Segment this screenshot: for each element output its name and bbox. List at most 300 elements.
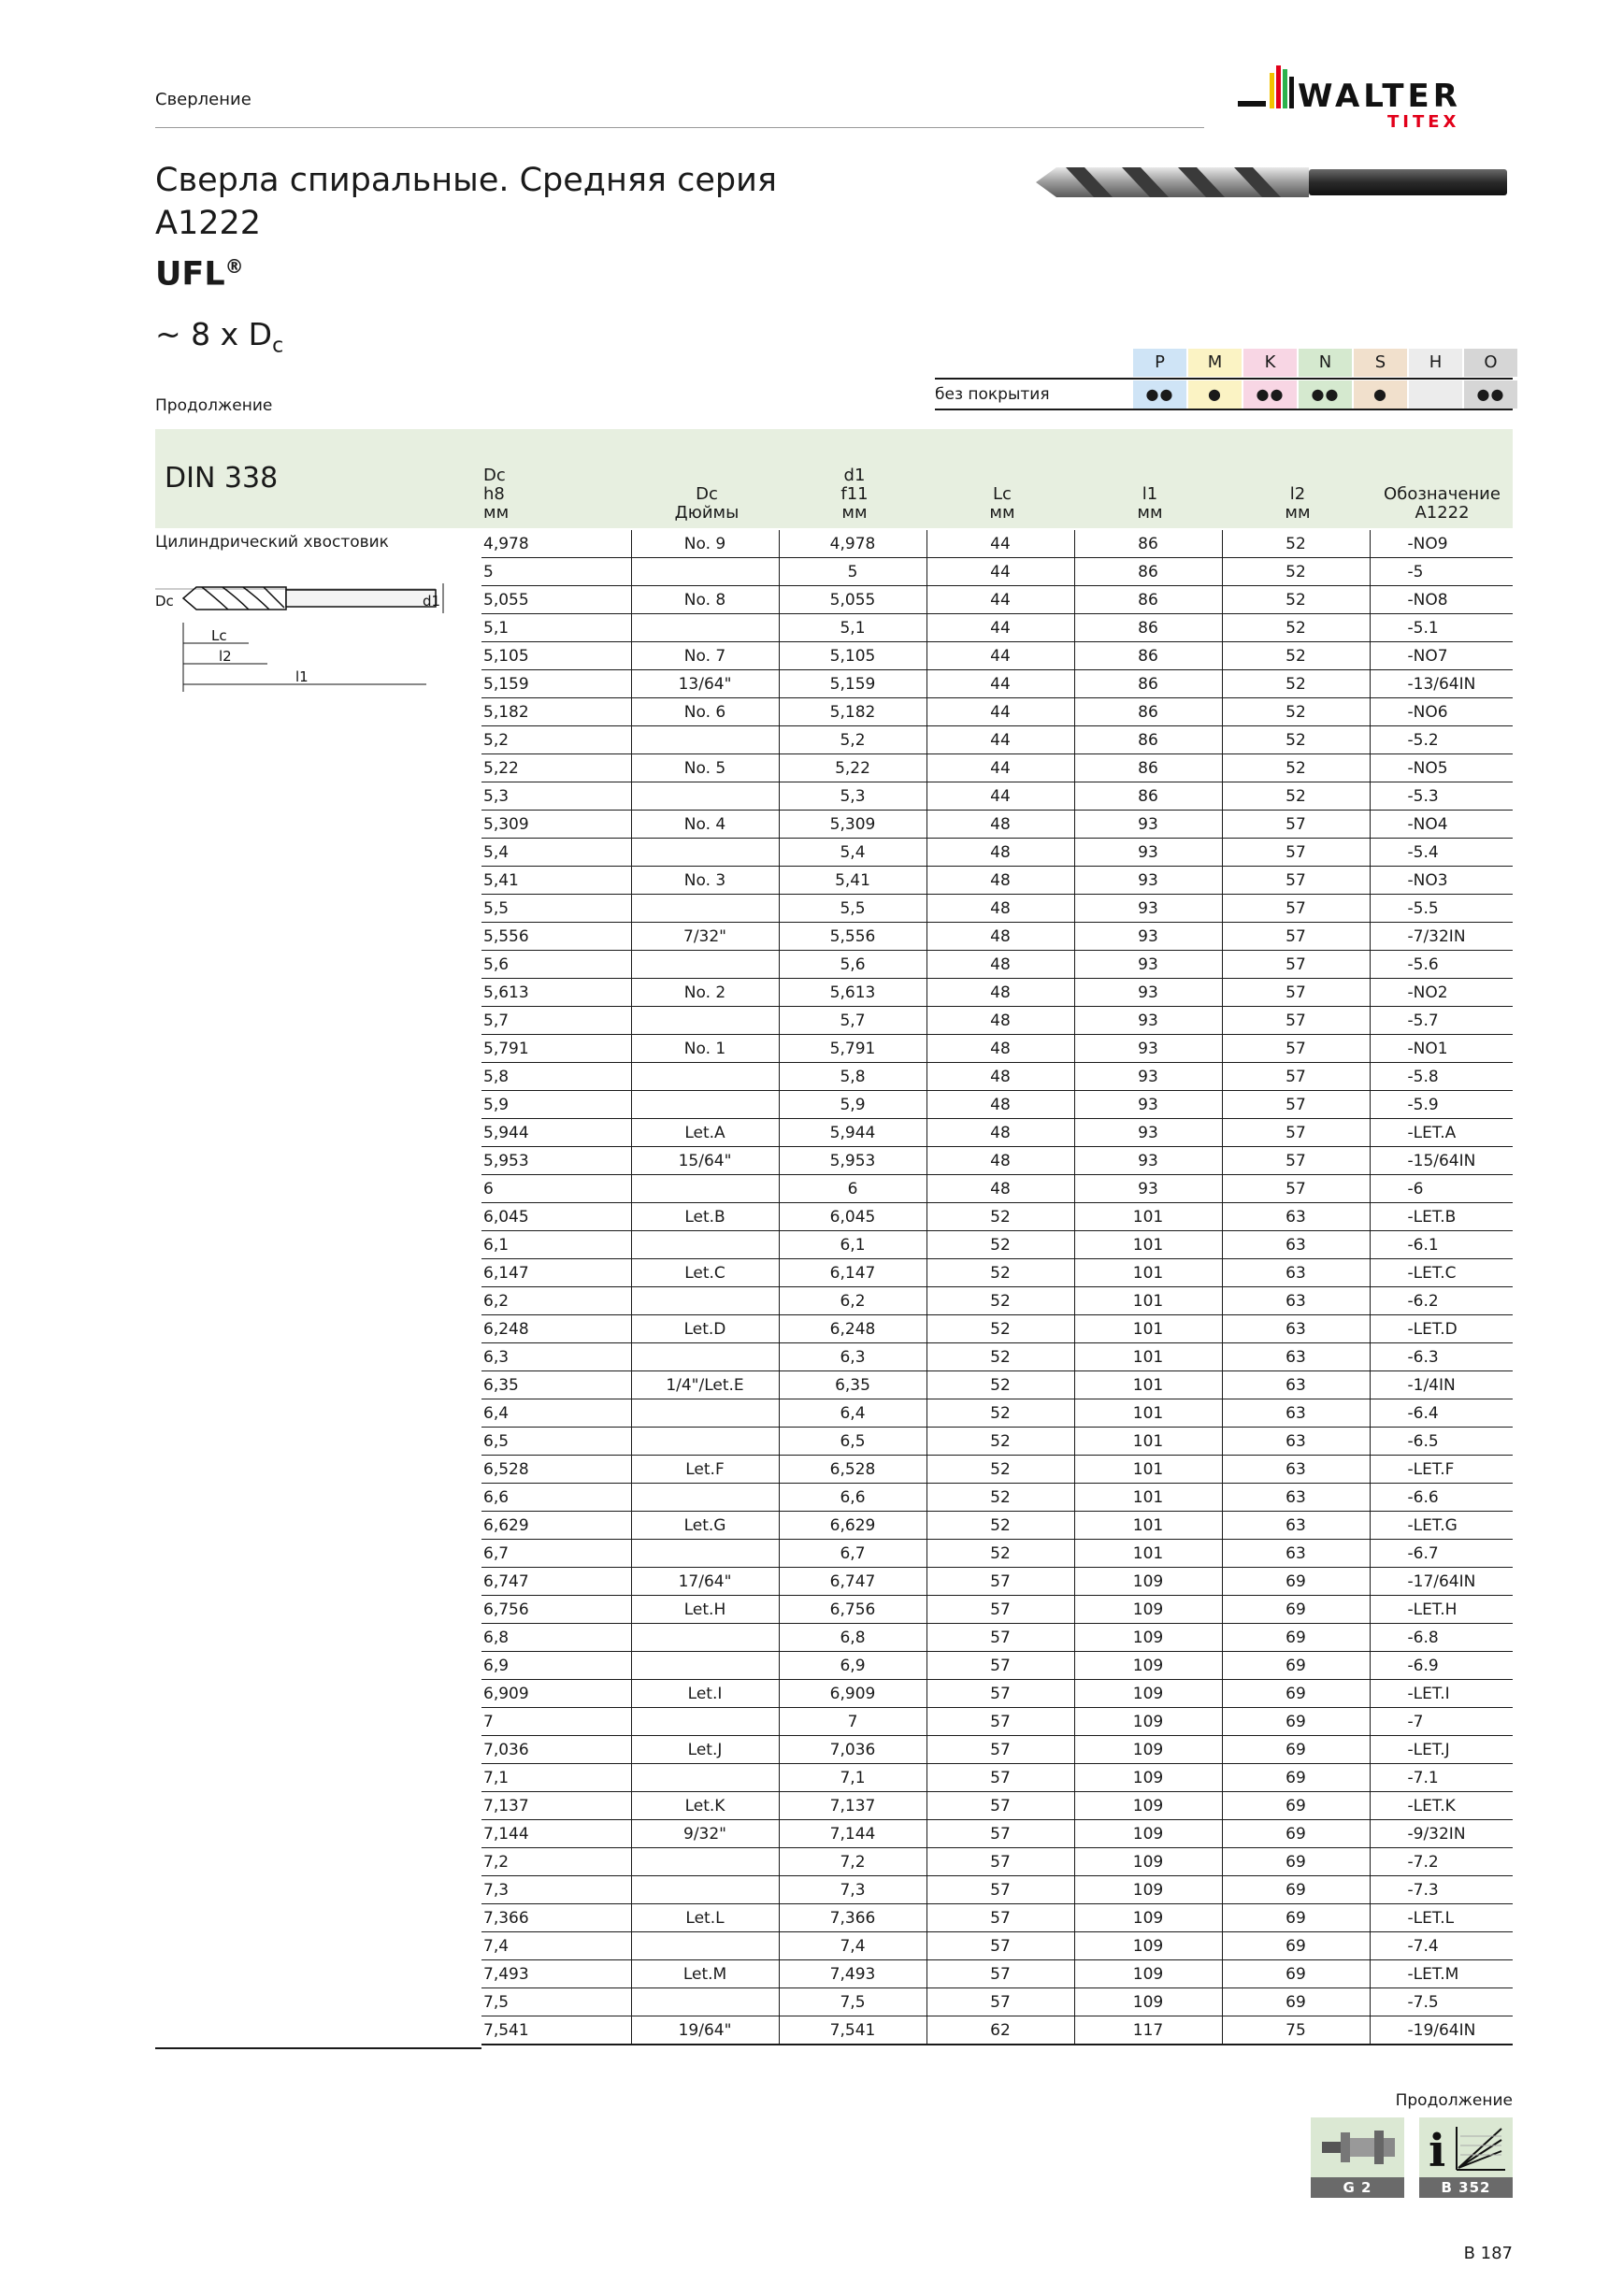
cell-d1: 5,159 — [779, 670, 926, 698]
cell-dc-inch: No. 2 — [631, 979, 779, 1007]
material-group-s: S — [1354, 349, 1407, 377]
ratio-sub: c — [272, 334, 284, 358]
cell-l2: 69 — [1222, 1708, 1370, 1736]
cell-dc-inch — [631, 726, 779, 754]
cell-dc-mm: 5,22 — [481, 754, 631, 782]
cell-lc: 52 — [926, 1428, 1074, 1456]
cell-lc: 52 — [926, 1259, 1074, 1287]
cell-l2: 52 — [1222, 614, 1370, 642]
cell-designation: -5.9 — [1370, 1091, 1513, 1119]
cell-dc-mm: 5,9 — [481, 1091, 631, 1119]
cell-l1: 109 — [1074, 1988, 1222, 2016]
table-row — [481, 1848, 1513, 1876]
cell-d1: 6,8 — [779, 1624, 926, 1652]
cell-dc-mm: 5,7 — [481, 1007, 631, 1035]
cell-dc-inch — [631, 1848, 779, 1876]
cell-l2: 63 — [1222, 1456, 1370, 1484]
svg-text:i: i — [1429, 2125, 1446, 2177]
cell-designation: -LET.L — [1370, 1904, 1513, 1932]
col-header-dc-mm — [483, 429, 631, 528]
cell-dc-inch — [631, 558, 779, 586]
cell-d1: 6,7 — [779, 1540, 926, 1568]
cell-l2: 57 — [1222, 895, 1370, 923]
material-group-m: M — [1188, 349, 1242, 377]
cell-lc: 57 — [926, 1792, 1074, 1820]
cell-l2: 52 — [1222, 558, 1370, 586]
cell-dc-mm: 6,909 — [481, 1680, 631, 1708]
table-row — [481, 2016, 1513, 2045]
cell-designation: -19/64IN — [1370, 2016, 1513, 2045]
cell-d1: 7,1 — [779, 1764, 926, 1792]
cell-lc: 52 — [926, 1540, 1074, 1568]
cell-d1: 5,4 — [779, 839, 926, 867]
info-chart-icon — [1419, 2117, 1513, 2177]
cell-dc-inch — [631, 1287, 779, 1315]
cell-l1: 93 — [1074, 1007, 1222, 1035]
cell-lc: 57 — [926, 1820, 1074, 1848]
table-row — [481, 1231, 1513, 1259]
material-group-h: H — [1409, 349, 1462, 377]
cell-l1: 93 — [1074, 1091, 1222, 1119]
cell-designation: -LET.I — [1370, 1680, 1513, 1708]
diagram-lc-label: Lc — [211, 627, 227, 644]
cell-dc-inch — [631, 1399, 779, 1428]
cell-l2: 63 — [1222, 1484, 1370, 1512]
cell-designation: -6.1 — [1370, 1231, 1513, 1259]
cell-l1: 101 — [1074, 1343, 1222, 1371]
cell-d1: 6,147 — [779, 1259, 926, 1287]
table-row — [481, 1876, 1513, 1904]
title-line-3 — [155, 245, 777, 296]
col-designation-title: Обозначение — [1384, 484, 1501, 504]
cell-d1: 6,528 — [779, 1456, 926, 1484]
cell-lc: 44 — [926, 782, 1074, 811]
cell-dc-inch: 9/32" — [631, 1820, 779, 1848]
cell-designation: -6.5 — [1370, 1428, 1513, 1456]
cell-dc-mm: 5,6 — [481, 951, 631, 979]
table-row — [481, 1343, 1513, 1371]
diagram-l2-label: l2 — [219, 648, 232, 665]
cell-l1: 101 — [1074, 1540, 1222, 1568]
cell-l1: 101 — [1074, 1203, 1222, 1231]
cell-designation: -LET.K — [1370, 1792, 1513, 1820]
cell-dc-mm: 6,6 — [481, 1484, 631, 1512]
cell-dc-mm: 6,045 — [481, 1203, 631, 1231]
col-dc-unit: мм — [483, 503, 510, 523]
cell-dc-mm: 6 — [481, 1175, 631, 1203]
cell-lc: 44 — [926, 754, 1074, 782]
cell-designation: -LET.A — [1370, 1119, 1513, 1147]
cell-designation: -5.5 — [1370, 895, 1513, 923]
material-rating-h — [1409, 380, 1462, 409]
cell-lc: 57 — [926, 1988, 1074, 2016]
cell-l2: 69 — [1222, 1988, 1370, 2016]
cell-d1: 5,953 — [779, 1147, 926, 1175]
cell-dc-mm: 6,248 — [481, 1315, 631, 1343]
cell-l2: 52 — [1222, 726, 1370, 754]
cell-l1: 93 — [1074, 867, 1222, 895]
cell-l1: 86 — [1074, 558, 1222, 586]
table-row — [481, 1175, 1513, 1203]
cell-dc-inch — [631, 1007, 779, 1035]
cell-dc-inch: Let.B — [631, 1203, 779, 1231]
cell-lc: 57 — [926, 1568, 1074, 1596]
cell-d1: 7,493 — [779, 1960, 926, 1988]
cell-designation: -6.8 — [1370, 1624, 1513, 1652]
cell-l1: 86 — [1074, 530, 1222, 558]
cell-designation: -7.2 — [1370, 1848, 1513, 1876]
cell-dc-inch: Let.A — [631, 1119, 779, 1147]
registered-mark: ® — [224, 255, 244, 278]
cell-lc: 48 — [926, 811, 1074, 839]
cell-dc-mm: 6,7 — [481, 1540, 631, 1568]
cell-l2: 63 — [1222, 1231, 1370, 1259]
cell-lc: 48 — [926, 979, 1074, 1007]
cell-lc: 52 — [926, 1399, 1074, 1428]
cell-dc-inch — [631, 1932, 779, 1960]
table-row — [481, 1371, 1513, 1399]
cell-designation: -6.2 — [1370, 1287, 1513, 1315]
cell-dc-inch — [631, 1652, 779, 1680]
cell-d1: 6,35 — [779, 1371, 926, 1399]
cell-d1: 6,4 — [779, 1399, 926, 1428]
cell-dc-mm: 5,613 — [481, 979, 631, 1007]
cell-l2: 63 — [1222, 1540, 1370, 1568]
col-d1-tol: f11 — [840, 484, 869, 504]
cell-d1: 7,4 — [779, 1932, 926, 1960]
cell-l2: 63 — [1222, 1371, 1370, 1399]
cell-designation: -7 — [1370, 1708, 1513, 1736]
cell-l2: 63 — [1222, 1343, 1370, 1371]
section-title: Сверление — [155, 90, 251, 109]
cell-dc-mm: 5,182 — [481, 698, 631, 726]
cell-l1: 109 — [1074, 1736, 1222, 1764]
cell-d1: 7,144 — [779, 1820, 926, 1848]
material-rating-s: ● — [1354, 380, 1407, 409]
table-row — [481, 670, 1513, 698]
cell-l1: 93 — [1074, 1175, 1222, 1203]
reference-b352[interactable] — [1419, 2117, 1513, 2198]
cell-d1: 6,909 — [779, 1680, 926, 1708]
cell-d1: 5,22 — [779, 754, 926, 782]
cell-designation: -13/64IN — [1370, 670, 1513, 698]
cell-lc: 44 — [926, 530, 1074, 558]
cell-designation: -6.4 — [1370, 1399, 1513, 1428]
section-divider — [155, 127, 1204, 128]
table-row — [481, 530, 1513, 558]
cell-l2: 57 — [1222, 867, 1370, 895]
cell-lc: 48 — [926, 1035, 1074, 1063]
cell-l2: 57 — [1222, 811, 1370, 839]
table-row — [481, 1399, 1513, 1428]
cell-dc-inch: No. 3 — [631, 867, 779, 895]
cell-d1: 7,036 — [779, 1736, 926, 1764]
cell-dc-mm: 7,4 — [481, 1932, 631, 1960]
table-row — [481, 895, 1513, 923]
brand-name: UFL — [155, 255, 225, 294]
cell-dc-mm: 6,147 — [481, 1259, 631, 1287]
cell-d1: 5,6 — [779, 951, 926, 979]
col-l2-unit: мм — [1285, 503, 1311, 523]
cell-l1: 109 — [1074, 1876, 1222, 1904]
cell-l2: 57 — [1222, 1119, 1370, 1147]
cell-dc-inch: 13/64" — [631, 670, 779, 698]
cell-dc-mm: 6,2 — [481, 1287, 631, 1315]
cell-lc: 52 — [926, 1231, 1074, 1259]
table-row — [481, 811, 1513, 839]
ratio-text: ~ 8 x D — [155, 316, 273, 352]
cell-dc-inch: Let.C — [631, 1259, 779, 1287]
cell-dc-mm: 6,528 — [481, 1456, 631, 1484]
cell-designation: -6.9 — [1370, 1652, 1513, 1680]
cell-dc-mm: 5,953 — [481, 1147, 631, 1175]
col-l1-symbol: l1 — [1142, 484, 1158, 504]
cell-dc-mm: 7,137 — [481, 1792, 631, 1820]
cell-l2: 69 — [1222, 1820, 1370, 1848]
cell-l1: 86 — [1074, 726, 1222, 754]
cell-dc-mm: 7,2 — [481, 1848, 631, 1876]
table-row — [481, 1063, 1513, 1091]
cell-lc: 48 — [926, 867, 1074, 895]
table-row — [481, 1119, 1513, 1147]
col-d1-symbol: d1 — [843, 466, 866, 485]
cell-dc-inch: No. 7 — [631, 642, 779, 670]
table-row — [481, 1091, 1513, 1119]
cell-dc-inch: Let.K — [631, 1792, 779, 1820]
cell-designation: -NO3 — [1370, 867, 1513, 895]
cell-dc-mm: 6,9 — [481, 1652, 631, 1680]
cell-dc-inch — [631, 782, 779, 811]
cell-designation: -LET.F — [1370, 1456, 1513, 1484]
cell-lc: 48 — [926, 1147, 1074, 1175]
cell-l2: 69 — [1222, 1932, 1370, 1960]
cell-dc-inch — [631, 1063, 779, 1091]
cell-designation: -5.1 — [1370, 614, 1513, 642]
cell-l1: 93 — [1074, 1063, 1222, 1091]
cell-dc-mm: 6,3 — [481, 1343, 631, 1371]
table-row — [481, 1203, 1513, 1231]
cell-dc-mm: 5,2 — [481, 726, 631, 754]
diagram-dc-label: Dc — [155, 593, 174, 610]
table-row — [481, 1287, 1513, 1315]
cell-dc-inch: Let.I — [631, 1680, 779, 1708]
cell-designation: -6 — [1370, 1175, 1513, 1203]
cell-dc-inch: Let.H — [631, 1596, 779, 1624]
cell-designation: -7.3 — [1370, 1876, 1513, 1904]
table-row — [481, 1736, 1513, 1764]
cell-l2: 63 — [1222, 1315, 1370, 1343]
standard-label: DIN 338 — [165, 462, 279, 495]
cell-dc-mm: 6,8 — [481, 1624, 631, 1652]
cell-l2: 57 — [1222, 839, 1370, 867]
cell-lc: 57 — [926, 1680, 1074, 1708]
cell-dc-mm: 5,3 — [481, 782, 631, 811]
cell-l1: 109 — [1074, 1652, 1222, 1680]
cell-dc-mm: 6,629 — [481, 1512, 631, 1540]
cell-dc-mm: 7,493 — [481, 1960, 631, 1988]
cell-dc-inch — [631, 951, 779, 979]
cell-d1: 5,8 — [779, 1063, 926, 1091]
cell-d1: 6,9 — [779, 1652, 926, 1680]
cell-l1: 109 — [1074, 1932, 1222, 1960]
cell-d1: 6,747 — [779, 1568, 926, 1596]
cell-l2: 69 — [1222, 1680, 1370, 1708]
cell-l2: 52 — [1222, 782, 1370, 811]
coating-label: без покрытия — [935, 385, 1050, 404]
cell-d1: 5,1 — [779, 614, 926, 642]
cell-dc-inch — [631, 839, 779, 867]
cell-lc: 52 — [926, 1203, 1074, 1231]
cell-l2: 69 — [1222, 1792, 1370, 1820]
material-rating-m: ● — [1188, 380, 1242, 409]
cell-dc-mm: 5,8 — [481, 1063, 631, 1091]
cell-designation: -9/32IN — [1370, 1820, 1513, 1848]
col-lc-unit: мм — [989, 503, 1015, 523]
cell-d1: 5,556 — [779, 923, 926, 951]
cell-dc-inch — [631, 1343, 779, 1371]
cell-lc: 57 — [926, 1764, 1074, 1792]
material-rating-n: ●● — [1299, 380, 1352, 409]
cell-designation: -15/64IN — [1370, 1147, 1513, 1175]
cell-l2: 69 — [1222, 1624, 1370, 1652]
cell-designation: -NO4 — [1370, 811, 1513, 839]
col-dcin-symbol: Dc — [696, 484, 718, 504]
cell-l2: 63 — [1222, 1203, 1370, 1231]
cell-d1: 5,2 — [779, 726, 926, 754]
cell-l2: 69 — [1222, 1764, 1370, 1792]
diagram-l1-label: l1 — [295, 668, 309, 685]
walter-titex-logo — [1232, 60, 1513, 135]
cell-lc: 52 — [926, 1484, 1074, 1512]
cell-designation: -5.2 — [1370, 726, 1513, 754]
cell-designation: -LET.C — [1370, 1259, 1513, 1287]
cell-dc-inch: No. 5 — [631, 754, 779, 782]
cell-l1: 101 — [1074, 1484, 1222, 1512]
table-row — [481, 1624, 1513, 1652]
cell-lc: 48 — [926, 1063, 1074, 1091]
cell-l2: 57 — [1222, 951, 1370, 979]
cell-l2: 52 — [1222, 698, 1370, 726]
cell-l1: 101 — [1074, 1512, 1222, 1540]
cell-lc: 48 — [926, 1175, 1074, 1203]
cell-dc-inch — [631, 1484, 779, 1512]
cell-d1: 7,541 — [779, 2016, 926, 2045]
cell-lc: 44 — [926, 670, 1074, 698]
cell-l1: 101 — [1074, 1231, 1222, 1259]
cell-dc-inch: Let.M — [631, 1960, 779, 1988]
material-groups — [935, 349, 1513, 410]
table-row — [481, 1456, 1513, 1484]
cell-l2: 57 — [1222, 923, 1370, 951]
cell-designation: -6.3 — [1370, 1343, 1513, 1371]
cell-dc-inch: Let.D — [631, 1315, 779, 1343]
cell-dc-mm: 5,105 — [481, 642, 631, 670]
cell-designation: -5.3 — [1370, 782, 1513, 811]
cell-d1: 5,5 — [779, 895, 926, 923]
cell-d1: 6 — [779, 1175, 926, 1203]
cell-lc: 57 — [926, 1848, 1074, 1876]
col-l1-unit: мм — [1137, 503, 1163, 523]
cell-dc-mm: 6,1 — [481, 1231, 631, 1259]
cell-d1: 5,613 — [779, 979, 926, 1007]
cell-l1: 109 — [1074, 1568, 1222, 1596]
cell-designation: -LET.D — [1370, 1315, 1513, 1343]
col-header-d1 — [781, 429, 928, 528]
cell-dc-inch — [631, 895, 779, 923]
cell-l1: 101 — [1074, 1428, 1222, 1456]
table-row — [481, 1792, 1513, 1820]
cell-dc-mm: 7,144 — [481, 1820, 631, 1848]
table-row — [481, 923, 1513, 951]
cell-l2: 57 — [1222, 1147, 1370, 1175]
cell-l2: 69 — [1222, 1904, 1370, 1932]
cell-l1: 109 — [1074, 1820, 1222, 1848]
cell-l1: 93 — [1074, 895, 1222, 923]
cell-d1: 7,3 — [779, 1876, 926, 1904]
cell-d1: 7,366 — [779, 1904, 926, 1932]
col-dc-line — [483, 466, 631, 485]
reference-g2[interactable] — [1311, 2117, 1404, 2198]
cell-lc: 57 — [926, 1960, 1074, 1988]
cell-designation: -NO7 — [1370, 642, 1513, 670]
cell-lc: 48 — [926, 1007, 1074, 1035]
cell-d1: 7,2 — [779, 1848, 926, 1876]
table-row — [481, 1904, 1513, 1932]
cell-dc-mm: 5,159 — [481, 670, 631, 698]
cell-d1: 5,309 — [779, 811, 926, 839]
shank-label: Цилиндрический хвостовик — [155, 533, 389, 552]
reference-g2-label: G 2 — [1311, 2177, 1404, 2198]
cell-dc-inch: No. 1 — [631, 1035, 779, 1063]
cell-dc-inch — [631, 1764, 779, 1792]
cell-l1: 93 — [1074, 839, 1222, 867]
drill-photo — [1028, 154, 1515, 210]
cell-dc-mm: 7 — [481, 1708, 631, 1736]
table-row — [481, 1484, 1513, 1512]
cell-designation: -NO1 — [1370, 1035, 1513, 1063]
cell-l2: 63 — [1222, 1287, 1370, 1315]
drill-size-table — [481, 530, 1513, 2045]
cell-lc: 52 — [926, 1512, 1074, 1540]
table-row — [481, 754, 1513, 782]
cell-designation: -LET.H — [1370, 1596, 1513, 1624]
cell-d1: 5,182 — [779, 698, 926, 726]
cell-designation: -5 — [1370, 558, 1513, 586]
cell-l2: 52 — [1222, 530, 1370, 558]
cell-lc: 44 — [926, 698, 1074, 726]
title-line-1: Сверла спиральные. Средняя серия — [155, 162, 777, 199]
cell-dc-mm: 5 — [481, 558, 631, 586]
cell-designation: -6.6 — [1370, 1484, 1513, 1512]
table-row — [481, 1764, 1513, 1792]
cell-d1: 5,105 — [779, 642, 926, 670]
table-row — [481, 1680, 1513, 1708]
cell-l1: 109 — [1074, 1708, 1222, 1736]
table-row — [481, 614, 1513, 642]
cell-dc-inch — [631, 1708, 779, 1736]
cell-dc-inch: 19/64" — [631, 2016, 779, 2045]
cell-lc: 57 — [926, 1736, 1074, 1764]
material-rule-top — [935, 378, 1513, 380]
continued-label-top: Продолжение — [155, 396, 273, 415]
product-title — [155, 159, 777, 296]
cell-d1: 5,055 — [779, 586, 926, 614]
cell-d1: 6,045 — [779, 1203, 926, 1231]
cell-lc: 44 — [926, 586, 1074, 614]
cell-designation: -17/64IN — [1370, 1568, 1513, 1596]
col-lc-symbol: Lc — [993, 484, 1012, 504]
cell-dc-inch: Let.G — [631, 1512, 779, 1540]
